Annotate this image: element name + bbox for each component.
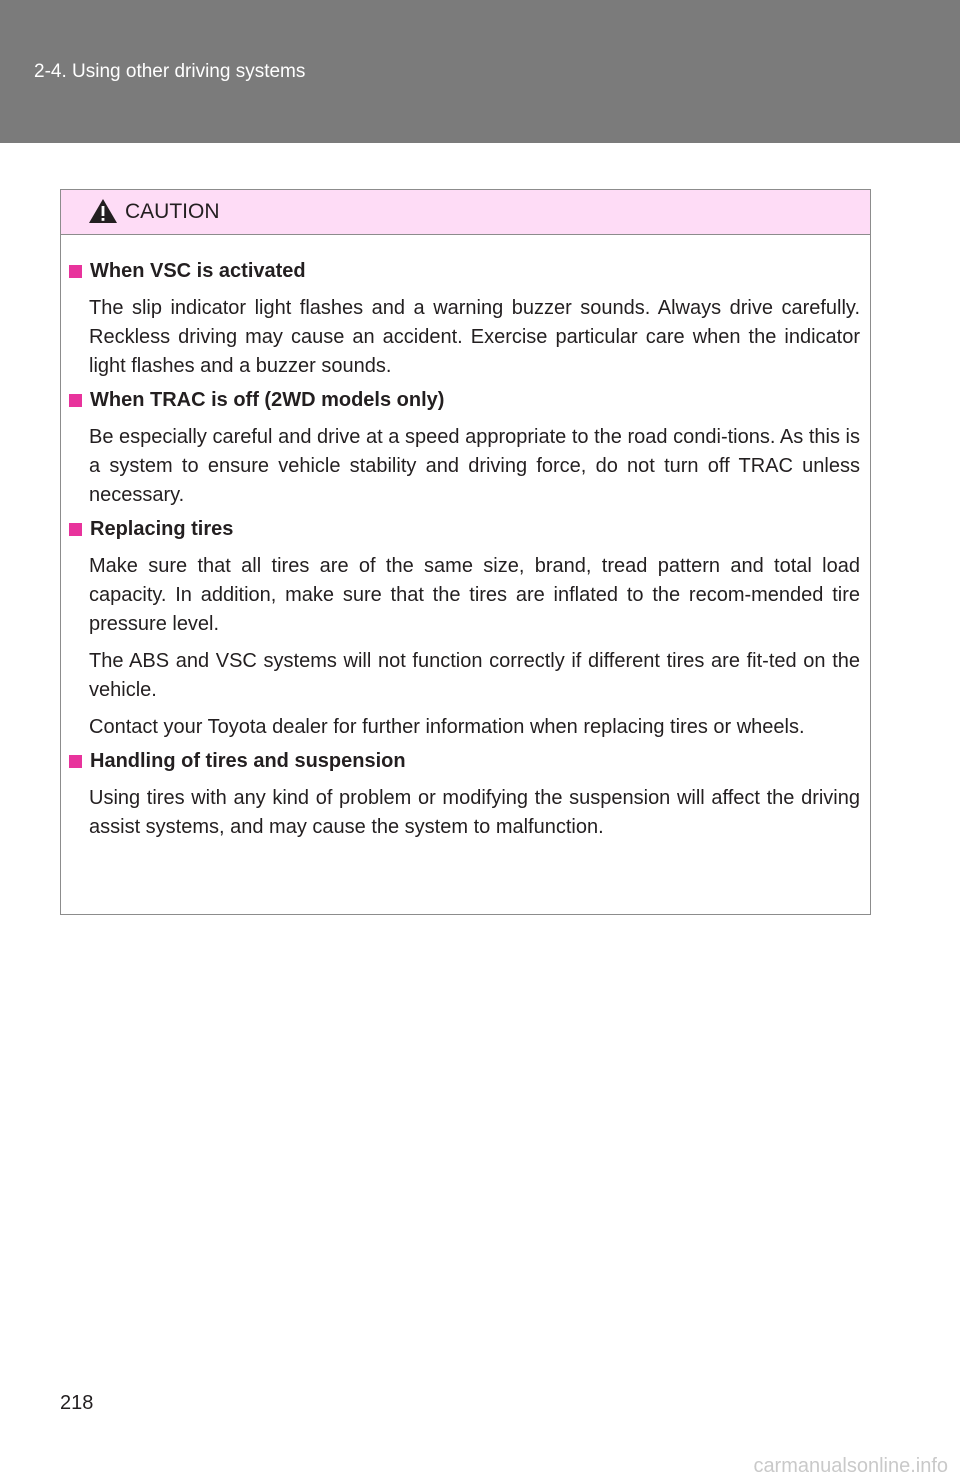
caution-section-vsc-activated [69,257,860,381]
caution-section-replacing-tires [69,515,860,742]
square-bullet-icon [69,394,82,407]
caution-title: CAUTION [125,200,220,223]
section-heading-text: When VSC is activated [90,260,306,282]
section-heading [69,386,860,415]
section-paragraph: Be especially careful and drive at a speed appropriate to the road condi-tions. As this is a system to ensure vehicle stability and driving force, do not turn off TRAC unless necessary. [89,426,860,506]
caution-box [60,189,871,915]
section-title: 2-4. Using other driving systems [34,61,306,82]
caution-section-tires-suspension [69,747,860,842]
section-heading [69,515,860,544]
section-paragraph: Make sure that all tires are of the same size, brand, tread pattern and total load capacity. In addition, make sure that the tires are inflated to the recom-mended tire pressure level. [89,555,860,635]
section-paragraph: The slip indicator light flashes and a warning buzzer sounds. Always drive carefully. Reckless driving may cause an accident. Exercise particular care when the indicator light flashes and a buzzer sounds. [89,297,860,377]
page-number: 218 [60,1392,94,1414]
section-heading-text: When TRAC is off (2WD models only) [90,389,445,411]
section-heading [69,747,860,776]
section-paragraph: Using tires with any kind of problem or modifying the suspension will affect the driving assist systems, and may cause the system to malfunction. [89,787,860,838]
section-paragraph: Contact your Toyota dealer for further information when replacing tires or wheels. [89,716,805,738]
section-heading [69,257,860,286]
section-paragraph: The ABS and VSC systems will not function correctly if different tires are fit-ted on the vehicle. [89,650,860,701]
warning-triangle-icon [88,198,118,224]
square-bullet-icon [69,265,82,278]
caution-header [61,190,870,235]
watermark: carmanualsonline.info [753,1455,948,1477]
caution-body [61,235,870,842]
header-band [0,0,960,143]
section-heading-text: Handling of tires and suspension [90,750,406,772]
square-bullet-icon [69,523,82,536]
square-bullet-icon [69,755,82,768]
section-heading-text: Replacing tires [90,518,234,540]
caution-section-trac-off [69,386,860,510]
